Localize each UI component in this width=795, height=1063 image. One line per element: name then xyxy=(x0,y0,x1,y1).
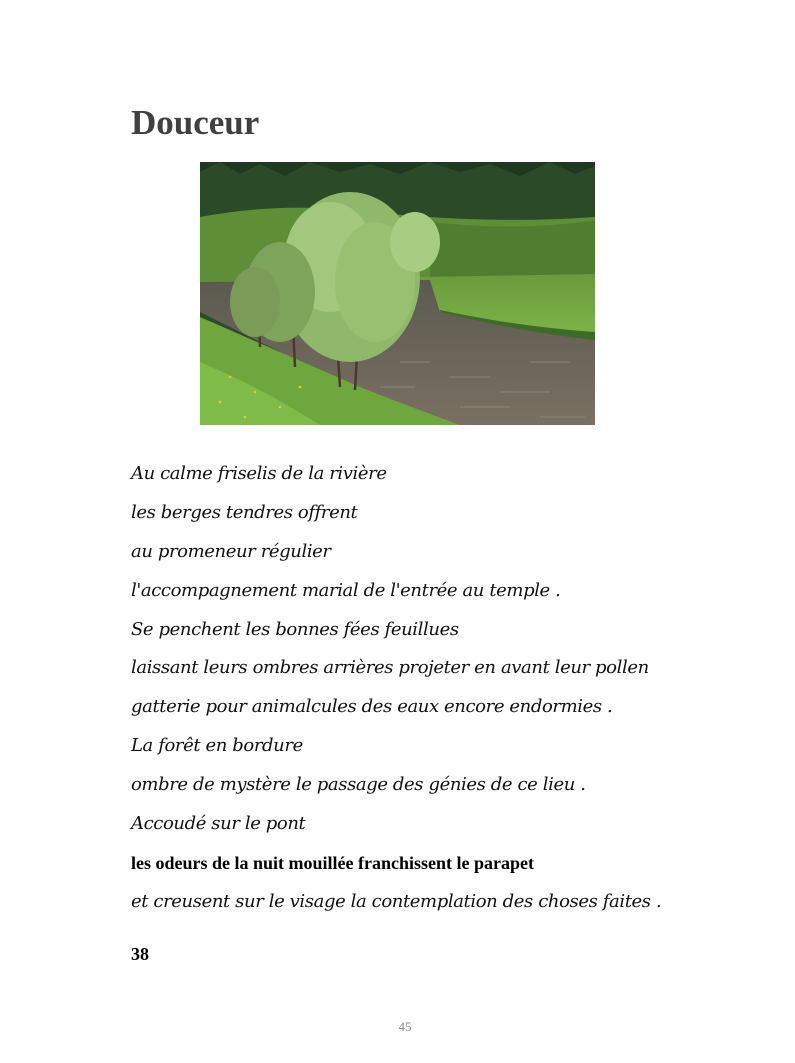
poem-line: La forêt en bordure xyxy=(131,735,303,757)
poem-line: laissant leurs ombres arrières projeter en avant leur pollen xyxy=(131,657,649,679)
poem-line: et creusent sur le visage la contemplation des choses faites . xyxy=(131,890,662,912)
page-title: Douceur xyxy=(131,103,260,142)
poem-line: gatterie pour animalcules des eaux encore endormies . xyxy=(131,696,613,718)
poem-line: l'accompagnement marial de l'entrée au temple . xyxy=(131,579,561,601)
page-number: 45 xyxy=(398,1019,412,1034)
poem-line-bold: les odeurs de la nuit mouillée franchissent le parapet xyxy=(131,852,534,873)
poem-line: Au calme friselis de la rivière xyxy=(131,463,387,484)
poem xyxy=(131,459,771,926)
poem-line: Accoudé sur le pont xyxy=(131,813,306,835)
poem-line: au promeneur régulier xyxy=(131,540,331,562)
poem-line: Se penchent les bonnes fées feuillues xyxy=(131,618,459,640)
poem-number: 38 xyxy=(131,944,149,964)
poem-line: les berges tendres offrent xyxy=(131,501,358,523)
poem-line: ombre de mystère le passage des génies de ce lieu . xyxy=(131,774,586,796)
river-photo xyxy=(200,162,595,425)
